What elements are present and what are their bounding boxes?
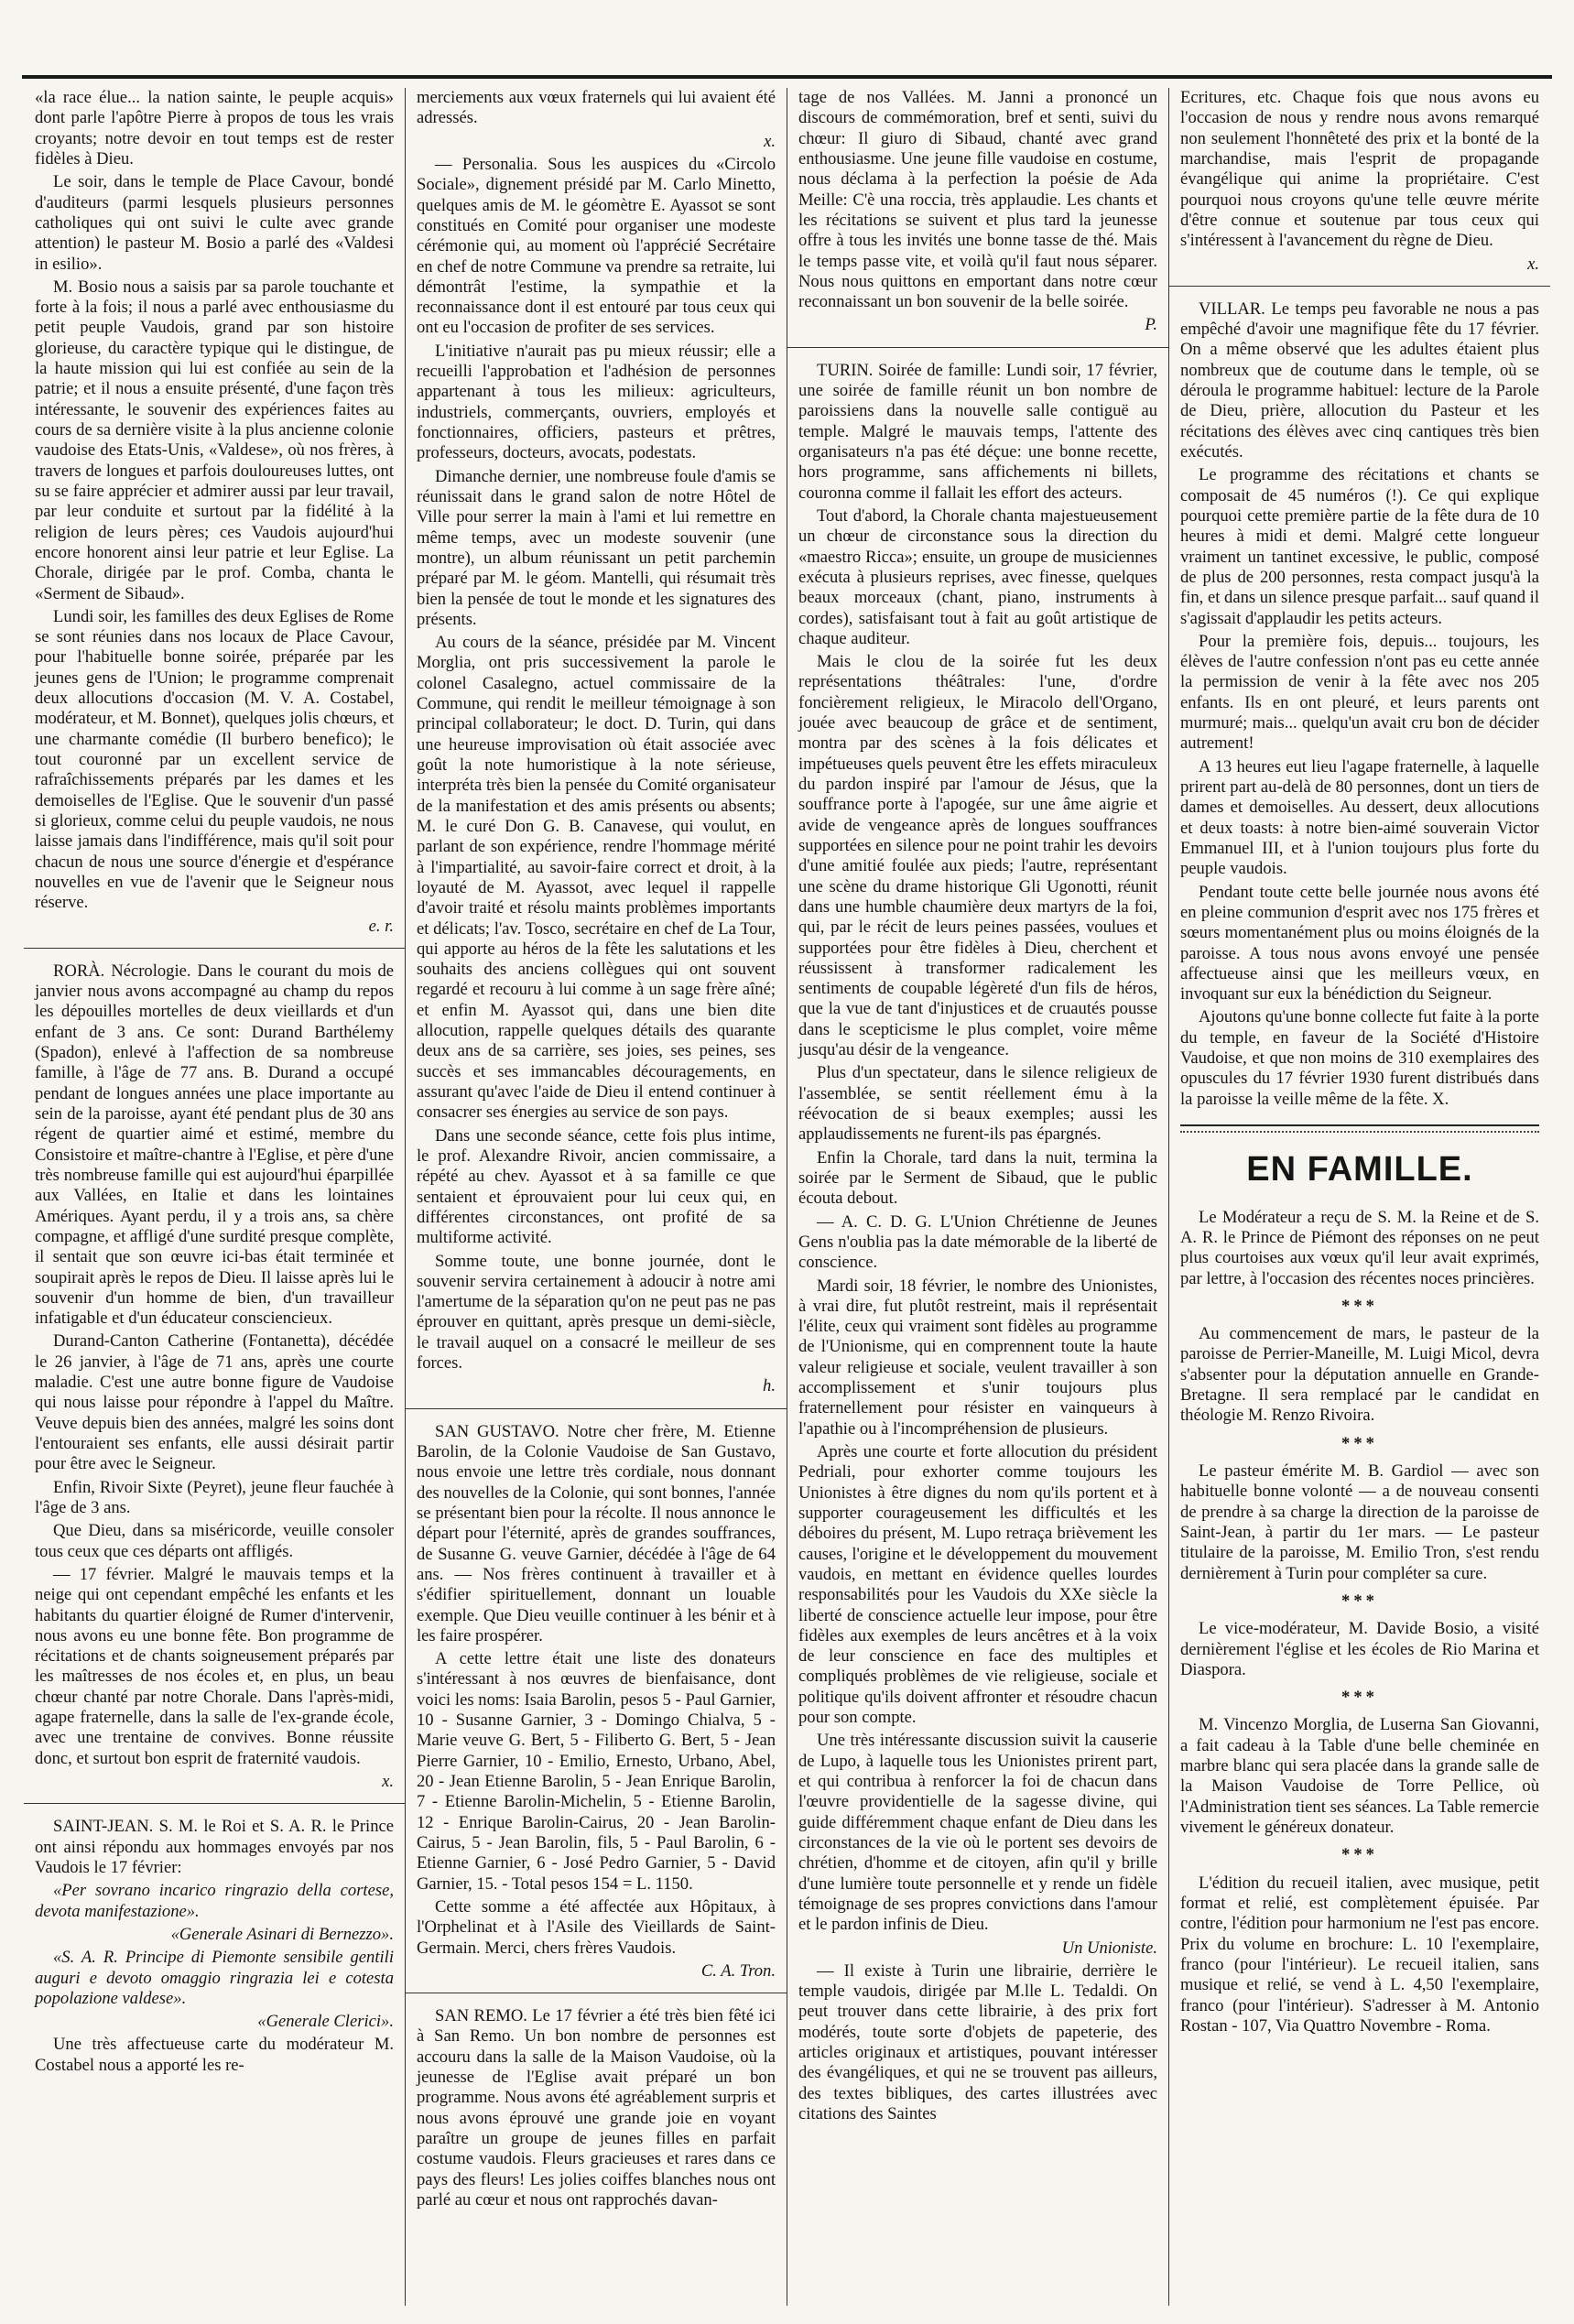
article-villar: VILLAR. Le temps peu favorable ne nous a pas empêché d'avoir une magnifique fête du 17 février. On a même observé que les adultes étaient plus nombreux que de coutume dans le temple, où se déroula le programme habituel: lecture de la Parole de Dieu, prière, allocution du Pasteur et les récitations des élèves avec cinq cantiques très bien exécutés. bbox=[1180, 299, 1539, 462]
paragraph: L'édition du recueil italien, avec musique, petit format et relié, est complètement épuisée. Par contre, l'édition pour harmonium ne l'est pas encore. Prix du volume en brochure: L. 10 l'exemplaire, franco (pour l'intérieur). Le recueil italien, sans musique et relié, se vend à L. 4,50 l'exemplaire, franco (pour l'intérieur). S'adresser à M. Antonio Rostan - 107, Via Quattro Novembre - Roma. bbox=[1180, 1873, 1539, 2036]
paragraph: Pendant toute cette belle journée nous avons été en pleine communion d'esprit avec nos 175 frères et sœurs momentanément plus ou moins éloignés de la paroisse. A tous nous avons envoyé une pensée affectueuse ainsi que les meilleurs vœux, en invoquant sur eux la bénédiction du Seigneur. bbox=[1180, 882, 1539, 1005]
quote: «Per sovrano incarico ringrazio della cortese, devota manifestazione». bbox=[35, 1881, 394, 1921]
article-saint-jean: SAINT-JEAN. S. M. le Roi et S. A. R. le Prince ont ainsi répondu aux hommages envoyés par nos Vaudois le 17 février: bbox=[35, 1817, 394, 1877]
stars-separator: *** bbox=[1341, 1688, 1378, 1708]
signature: C. A. Tron. bbox=[700, 1960, 776, 1981]
column-3 bbox=[787, 88, 1169, 2306]
top-rule bbox=[22, 75, 1552, 79]
ornamental-divider bbox=[1180, 1124, 1539, 1133]
paragraph: Cette somme a été affectée aux Hôpitaux, à l'Orphelinat et à l'Asile des Vieillards de Saint-Germain. Merci, chers frères Vaudois. bbox=[417, 1896, 776, 1958]
column-1 bbox=[24, 88, 406, 2306]
divider bbox=[787, 347, 1168, 348]
signature: x. bbox=[764, 131, 776, 151]
quote-signature: «Generale Asinari di Bernezzo». bbox=[170, 1924, 394, 1944]
paragraph: Au commencement de mars, le pasteur de la paroisse de Perrier-Maneille, M. Luigi Micol, devra s'absenter pour la députation annuelle en Grande-Bretagne. Il sera remplacé par le candidat en théologie M. Renzo Rivoira. bbox=[1180, 1324, 1539, 1426]
paragraph: — A. C. D. G. L'Union Chrétienne de Jeunes Gens n'oublia pas la date mémorable de la liberté de conscience. bbox=[798, 1211, 1157, 1273]
signature: e. r. bbox=[368, 916, 394, 936]
paragraph: Une très affectueuse carte du modérateur M. Costabel nous a apporté les re- bbox=[35, 2035, 394, 2075]
paragraph: Au cours de la séance, présidée par M. Vincent Morglia, ont pris successivement la parole le colonel Casalegno, actuel commissaire de la Commune, qui rendit le meilleur témoignage à son principal collaborateur; le doct. D. Turin, qui dans une heureuse improvisation où était associée avec goût la note humoristique à la note sérieuse, interpréta très bien la pensée du Comité organisateur de la manifestation et des amis présents ou absents; M. le curé Don G. B. Canavese, qui voulut, en parlant de son expérience, rendre l'hommage mérité à l'impartialité, au savoir-faire correct et droit, à la loyauté de M. Ayassot, avec lequel il rappelle d'avoir traité et résolu maints problèmes importants et délicats; l'av. Tosco, secrétaire en chef de La Tour, qui apporte au héros de la fête les salutations et les souhaits des anciens collègues qui ont souvent regardé et recouru à lui comme à un sage frère aîné; et enfin M. Ayassot qui, dans une bien dite allocution, rappelle quelques détails des quarante deux ans de sa carrière, ses joies, ses peines, ses succès et ses immancables découragements, en assurant qu'avec l'aide de Dieu il entend continuer à consacrer ses énergies au service de son pays. bbox=[417, 633, 776, 1123]
paragraph: Enfin la Chorale, tard dans la nuit, termina la soirée par le Serment de Sibaud, que le public écouta debout. bbox=[798, 1147, 1157, 1209]
signature: x. bbox=[382, 1772, 394, 1791]
divider bbox=[24, 948, 405, 949]
article-san-gustavo: SAN GUSTAVO. Notre cher frère, M. Etienne Barolin, de la Colonie Vaudoise de San Gustavo, nous envoie une lettre très cordiale, nous donnant des nouvelles de la Colonie, qui sont bonnes, l'année se présentant bien pour la récolte. Il nous annonce le départ pour l'éternité, après de grandes souffrances, de Susanne G. veuve Garnier, décédée à l'âge de 64 ans. — Nos frères continuent à travailler et à s'édifier spirituellement, donnant un louable exemple. Que Dieu veuille continuer à les bénir et à les faire prospérer. bbox=[417, 1421, 776, 1645]
paragraph: Dimanche dernier, une nombreuse foule d'amis se réunissait dans le grand salon de notre Hôtel de Ville pour serrer la main à l'ami et lui remettre en même temps, avec un modeste souvenir (une montre), un album réunissant un petit parchemin préparé par M. le géom. Mantelli, qui résumait très bien la pensée de tout le monde et les signatures des présents. bbox=[417, 466, 776, 629]
article-san-remo: SAN REMO. Le 17 février a été très bien fêté ici à San Remo. Un bon nombre de personnes est accouru dans la salle de la Maison Vaudoise, où la jeunesse de l'Eglise avait préparé un bon programme. Nous avons été agréablement surpris et nous avons éprouvé une grande joie en voyant paraître un groupe de jeunes filles en parfait costume vaudois. Fleurs gracieuses et rares dans ce pays des fleurs! Les jolies coiffes blanches nous ont parlé au cœur et nous ont rapprochés davan- bbox=[417, 2006, 776, 2210]
paragraph: Ecritures, etc. Chaque fois que nous avons eu l'occasion de nous y rendre nous avons remarqué non seulement l'honnêteté des prix et la bonté de la marchandise, mais l'esprit de propagande évangélique qui anime la propriétaire. C'est pourquoi nous croyons qu'une telle œuvre mérite d'être connue et soutenue par tous ceux qui s'intéressent à l'avancement du règne de Dieu. bbox=[1180, 88, 1539, 251]
column-4 bbox=[1169, 88, 1550, 2306]
paragraph: Plus d'un spectateur, dans le silence religieux de l'assemblée, se sentit réellement ému à la réévocation de si beaux exemples; aussi les applaudissements ne furent-ils pas épargnés. bbox=[798, 1063, 1157, 1145]
signature: x. bbox=[1527, 254, 1539, 274]
paragraph: A cette lettre était une liste des donateurs s'intéressant à nos œuvres de bienfaisance, dont voici les noms: Isaia Barolin, pesos 5 - Paul Garnier, 10 - Susanne Garnier, 3 - Domingo Chialva, 5 - Marie veuve G. Bert, 5 - Filiberto G. Bert, 5 - Jean Pierre Garnier, 10 - Emilio, Ernesto, Urbano, Abel, 20 - Jean Etienne Barolin, 5 - Jean Enrique Barolin, 7 - Etienne Barolin-Michelin, 5 - Etienne Barolin, 12 - Enrique Barolin-Cairus, 20 - Jean Barolin-Cairus, 5 - Jean Barolin, fils, 5 - Paul Barolin, 6 - Etienne Garnier, 6 - José Pedro Garnier, 5 - David Garnier, 15. - Total pesos 154 = L. 1150. bbox=[417, 1649, 776, 1894]
paragraph: Mais le clou de la soirée fut les deux représentations théâtrales: l'une, d'ordre foncièrement religieux, le Miracolo dell'Organo, jouée avec beaucoup de grâce et de sentiment, montra par des scènes à la fois délicates et impétueuses quels peuvent être les effets miraculeux du pardon inspiré par l'amour de Jésus, que la souffrance porte à l'apogée, sur une âme aigrie et avide de vengeance après de longues souffrances supportées en silence pour ne point trahir les devoirs d'une amitié foulée aux pieds; l'autre, représentant une scène du drame historique Gli Ugonotti, réunit dans une humble chaumière deux martyrs de la foi, qui, par le récit de leurs peines passées, voulues et supportées pour être fidèles à Dieu, cherchent et réussissent à transformer radicalement les sentiments de coupable légèreté d'un fils de héros, que la vue de tant d'injustices et de cruautés pousse dans le scepticisme le plus complet, voire même jusqu'au désir de la vengeance. bbox=[798, 652, 1157, 1060]
paragraph: M. Vincenzo Morglia, de Luserna San Giovanni, a fait cadeau à la Table d'une belle cheminée en marbre blanc qui sera placée dans la grande salle de la Maison Vaudoise de Torre Pellice, où l'Administration tient ses séances. La Table remercie vivement le généreux donateur. bbox=[1180, 1715, 1539, 1838]
stars-separator: *** bbox=[1341, 1591, 1378, 1611]
stars-separator: *** bbox=[1341, 1296, 1378, 1316]
paragraph: Le programme des récitations et chants se composait de 45 numéros (!). Ce qui explique pourquoi cette première partie de la fête dura de 10 heures à midi et demi. Malgré cette longueur vraiment un tantinet excessive, le public, composé de plus de 200 personnes, resta compact jusqu'à la fin, et dans un silence presque parfait... sauf quand il s'agissait d'applaudir les petits acteurs. bbox=[1180, 465, 1539, 628]
stars-separator: *** bbox=[1341, 1845, 1378, 1865]
paragraph: Le Modérateur a reçu de S. M. la Reine et de S. A. R. le Prince de Piémont des réponses on ne peut plus courtoises aux vœux qu'il leur avait exprimés, par lettre, à l'occasion des récentes noces princières. bbox=[1180, 1207, 1539, 1288]
paragraph: Le soir, dans le temple de Place Cavour, bondé d'auditeurs (parmi lesquels plusieurs personnes catholiques qui ont suivi le culte avec grande attention) le pasteur M. Bosio a parlé des «Valdesi in esilio». bbox=[35, 172, 394, 274]
paragraph: Une très intéressante discussion suivit la causerie de Lupo, à laquelle tous les Unionistes prirent part, et qui contribua à renforcer la foi de chacun dans l'œuvre providentielle de la sagesse divine, qui guide différemment chaque enfant de Dieu dans les circonstances de la vie où le portent ses devoirs de chrétien, d'homme et de citoyen, afin qu'il y brille d'une lumière toute personnelle et y rende un fidèle témoignage de ses propres convictions dans l'amour et le pardon infinis de Dieu. bbox=[798, 1731, 1157, 1935]
paragraph: Lundi soir, les familles des deux Eglises de Rome se sont réunies dans nos locaux de Place Cavour, pour l'habituelle bonne soirée, préparée par les jeunes gens de l'Union; le programme comprenait deux allocutions d'occasion (M. V. A. Costabel, modérateur, et M. Bonnet), quelques jolis chœurs, et une charmante comédie (Il burbero benefico); le tout couronné par un excellent service de rafraîchissements préparés par les dames et les demoiselles de l'Eglise. Que le souvenir d'un passé si glorieux, comme celui du peuple vaudois, ne nous laisse jamais dans l'indifférence, mais qu'il soit pour chacun de nous une source d'énergie et d'espérance nouvelles en vue de l'avenir que le Seigneur nous réserve. bbox=[35, 606, 394, 913]
paragraph: Dans une seconde séance, cette fois plus intime, le prof. Alexandre Rivoir, ancien commissaire, a répété au chev. Ayassot et à sa famille ce que sentaient et éprouvaient pour lui ceux qui, en différentes circonstances, ont profité de sa multiforme activité. bbox=[417, 1125, 776, 1248]
paragraph: Enfin, Rivoir Sixte (Peyret), jeune fleur fauchée à l'âge de 3 ans. bbox=[35, 1477, 394, 1517]
paragraph: «la race élue... la nation sainte, le peuple acquis» dont parle l'apôtre Pierre à propos de tous les vrais croyants; notre devoir en tout temps est de rester fidèles à Dieu. bbox=[35, 88, 394, 168]
paragraph: Tout d'abord, la Chorale chanta majestueusement un chœur de circonstance sous la direction du «maestro Ricca»; ensuite, un groupe de musiciennes exécuta à plusieurs reprises, avec finesse, quelques beaux morceaux (chant, piano, instruments à cordes), satisfaisant tout à fait au goût artistique de chaque auditeur. bbox=[798, 505, 1157, 648]
paragraph: A 13 heures eut lieu l'agape fraternelle, à laquelle prirent part au-delà de 80 personnes, dont un tiers de dames et demoiselles. Au dessert, deux allocutions et deux toasts: à notre bien-aimé souverain Victor Emmanuel III, et à l'union toujours plus forte du peuple vaudois. bbox=[1180, 756, 1539, 879]
quote-signature: «Generale Clerici». bbox=[257, 2012, 394, 2032]
paragraph: — 17 février. Malgré le mauvais temps et la neige qui ont cependant empêché les enfants et les habitants du quartier éloigné de Rumer d'intervenir, nous avons eu une bonne fête. Bon programme de récitations et de chants soigneusement préparés par les maîtresses de nos écoles et, en plus, un beau chœur chanté par notre Chorale. Dans l'après-midi, agape fraternelle, dans la salle de l'ex-grande école, avec une trentaine de convives. Bonne réussite donc, et surtout bon esprit de fraternité vaudois. bbox=[35, 1564, 394, 1768]
signature: P. bbox=[1145, 315, 1157, 335]
paragraph: — Il existe à Turin une librairie, derrière le temple vaudois, dirigée par M.lle L. Tedaldi. On peut trouver dans cette librairie, à des prix fort modérés, toute sorte d'objets de papeterie, des articles originaux et artistiques, pouvant intéresser des évangéliques, et qui ne se trouvent pas ailleurs, des textes bibliques, des cartes illustrées avec citations des Saintes bbox=[798, 1960, 1157, 2123]
paragraph: Le vice-modérateur, M. Davide Bosio, a visité dernièrement l'église et les écoles de Rio Marina et Diaspora. bbox=[1180, 1619, 1539, 1679]
article-rora: RORÀ. Nécrologie. Dans le courant du mois de janvier nous avons accompagné au champ du repos les dépouilles mortelles de deux vieillards et d'un enfant de 3 ans. Ce sont: Durand Barthélemy (Spadon), enlevé à l'affection de sa nombreuse famille, à l'âge de 77 ans. B. Durand a occupé pendant de longues années une place importante au sein de la paroisse, ayant été pendant plus de 30 ans régent de quartier aimé et estimé, membre du Consistoire et maître-chantre à l'Eglise, et père d'une très nombreuse famille qui est aujourd'hui éparpillée aux Vallées, en Italie et dans les lointaines Amériques. Ayant perdu, il y a trois ans, sa chère compagne, et affligé d'une surdité presque complète, il sentait que son œuvre ici-bas était terminée et soupirait après le repos de Dieu. Il laisse après lui le souvenir d'un homme de bien, d'un travailleur infatigable et d'un éducateur consciencieux. bbox=[35, 961, 394, 1329]
section-title: EN FAMILLE. bbox=[1246, 1150, 1473, 1189]
paragraph: Somme toute, une bonne journée, dont le souvenir servira certainement à adoucir à notre ami l'amertume de la séparation qu'on ne peut pas ne pas éprouver en quittant, après presque un demi-siècle, le travail auquel on a consacré le meilleur de ses forces. bbox=[417, 1251, 776, 1374]
paragraph: Pour la première fois, depuis... toujours, les élèves de l'autre confession n'ont pas eu cette année la permission de venir à la fête avec nos 205 enfants. Ils en ont pleuré, et leurs parents ont murmuré; mais... quelqu'un avait cru bon de décider autrement! bbox=[1180, 631, 1539, 754]
signature: h. bbox=[763, 1376, 776, 1396]
paragraph: Le pasteur émérite M. B. Gardiol — avec son habituelle bonne volonté — a de nouveau consenti de prendre à sa charge la direction de la paroisse de Saint-Jean, à partir du 1er mars. — Le pasteur titulaire de la paroisse, M. Emilio Tron, s'est rendu dernièrement à Turin pour compléter sa cure. bbox=[1180, 1461, 1539, 1583]
column-2 bbox=[406, 88, 787, 2306]
paragraph: Que Dieu, dans sa miséricorde, veuille consoler tous ceux que ces départs ont affligés. bbox=[35, 1521, 394, 1561]
page-columns bbox=[24, 88, 1550, 2306]
paragraph: tage de nos Vallées. M. Janni a prononcé un discours de commémoration, bref et senti, suivi du chœur: Il giuro di Sibaud, chanté avec grand enthousiasme. Une jeune fille vaudoise en costume, nous déclama à la perfection la poésie de Ada Meille: C'è una roccia, très applaudie. Les chants et les récitations se suivent et plus tard la jeunesse offre à tous les invités une bonne tasse de thé. Mais le temps passe vite, et voilà qu'il faut nous séparer. Nous nous quittons en emportant dans notre cœur reconnaissant un bon souvenir de la belle soirée. bbox=[798, 88, 1157, 312]
article-turin: TURIN. Soirée de famille: Lundi soir, 17 février, une soirée de famille réunit un bon nombre de paroissiens dans la nouvelle salle contiguë au temple. Malgré le mauvais temps, l'attente des organisateurs n'a pas été déçue: une bonne recette, hors programme, sans affichements ni billets, couronna comme il fallait les effort des acteurs. bbox=[798, 360, 1157, 503]
paragraph: Après une courte et forte allocution du président Pedriali, pour exhorter comme toujours les Unionistes à être dignes du nom qu'ils portent et à supporter courageusement les difficultés et les déboires du présent, M. Lupo retraça brièvement les causes, l'origine et le développement du mouvement vaudois, en mettant en évidence quelles lourdes responsabilités pour les Vaudois du XXe siècle la liberté de conscience actuelle leur impose, pour être fidèles aux exemples de leurs ancêtres et à la voix de leur conscience en face des multiples et compliqués problèmes de vie religieuse, sociale et politique qu'ils doivent affronter et résoudre chacun pour son compte. bbox=[798, 1442, 1157, 1728]
divider bbox=[1169, 286, 1550, 287]
paragraph: — Personalia. Sous les auspices du «Circolo Sociale», dignement présidé par M. Carlo Minetto, quelques amis de M. le géomètre E. Ayassot se sont constitués en Comité pour organiser une modeste cérémonie qui, au moment où l'apprécié Secrétaire en chef de notre Commune va prendre sa retraite, lui démontrât l'estime, la sympathie et la reconnaissance dont il est entouré par tous ceux qui ont eu l'occasion de profiter de ses services. bbox=[417, 154, 776, 338]
divider bbox=[406, 1408, 787, 1409]
paragraph: Mardi soir, 18 février, le nombre des Unionistes, à vrai dire, fut plutôt restreint, mais il représentait l'élite, ceux qui vraiment sont fidèles au programme de l'Unionisme, qui en comprennent toute la haute valeur religieuse et sociale, veulent travailler à son accomplissement et s'unir toujours plus fraternellement pour résister en vainqueurs à l'apathie ou à l'incompréhension de plusieurs. bbox=[798, 1276, 1157, 1439]
paragraph: L'initiative n'aurait pas pu mieux réussir; elle a recueilli l'approbation et l'adhésion de personnes appartenant à tous les milieux: agriculteurs, industriels, commerçants, ouvriers, employés et fonctionnaires, officiers, pasteurs et prêtres, professeurs, docteurs, avocats, podestats. bbox=[417, 341, 776, 463]
paragraph: M. Bosio nous a saisis par sa parole touchante et forte à la fois; il nous a parlé avec enthousiasme du petit peuple Vaudois, grand par son histoire glorieuse, du caractère typique qui le distingue, de la haute mission qui lui est confiée au sein de la patrie; et il nous a ensuite présenté, d'une façon très intéressante, le souvenir des expériences faites au cours de sa dernière visite à la plus ancienne colonie vaudoise des Etats-Unis, «Valdese», où nos frères, à travers de longues et parfois douloureuses luttes, ont su se faire apprécier et admirer aussi par leur travail, par leur conduite et surtout par la fidélité à la religion de leurs pères; ces Vaudois aujourd'hui encore honorent ainsi leur patrie et leur Eglise. La Chorale, dirigée par le prof. Comba, chanta le «Serment de Sibaud». bbox=[35, 277, 394, 603]
paragraph: merciements aux vœux fraternels qui lui avaient été adressés. bbox=[417, 88, 776, 128]
stars-separator: *** bbox=[1341, 1433, 1378, 1453]
signature: Un Unioniste. bbox=[1061, 1938, 1157, 1958]
quote: «S. A. R. Principe di Piemonte sensibile gentili auguri e devoto omaggio ringrazia lei e cotesta popolazione valdese». bbox=[35, 1948, 394, 2008]
paragraph: Durand-Canton Catherine (Fontanetta), décédée le 26 janvier, à l'âge de 71 ans, après une courte maladie. C'est une autre bonne figure de Vaudoise qui nous laisse pour répondre à l'appel du Maître. Veuve depuis bien des années, malgré les soins dont l'entouraient ses enfants, elle aussi désirait partir pour être avec le Seigneur. bbox=[35, 1331, 394, 1474]
paragraph: Ajoutons qu'une bonne collecte fut faite à la porte du temple, en faveur de la Société d'Histoire Vaudoise, et que non moins de 310 exemplaires des opuscules du 17 février 1930 furent distribués dans la paroisse la veille même de la fête. X. bbox=[1180, 1007, 1539, 1109]
divider bbox=[24, 1803, 405, 1804]
